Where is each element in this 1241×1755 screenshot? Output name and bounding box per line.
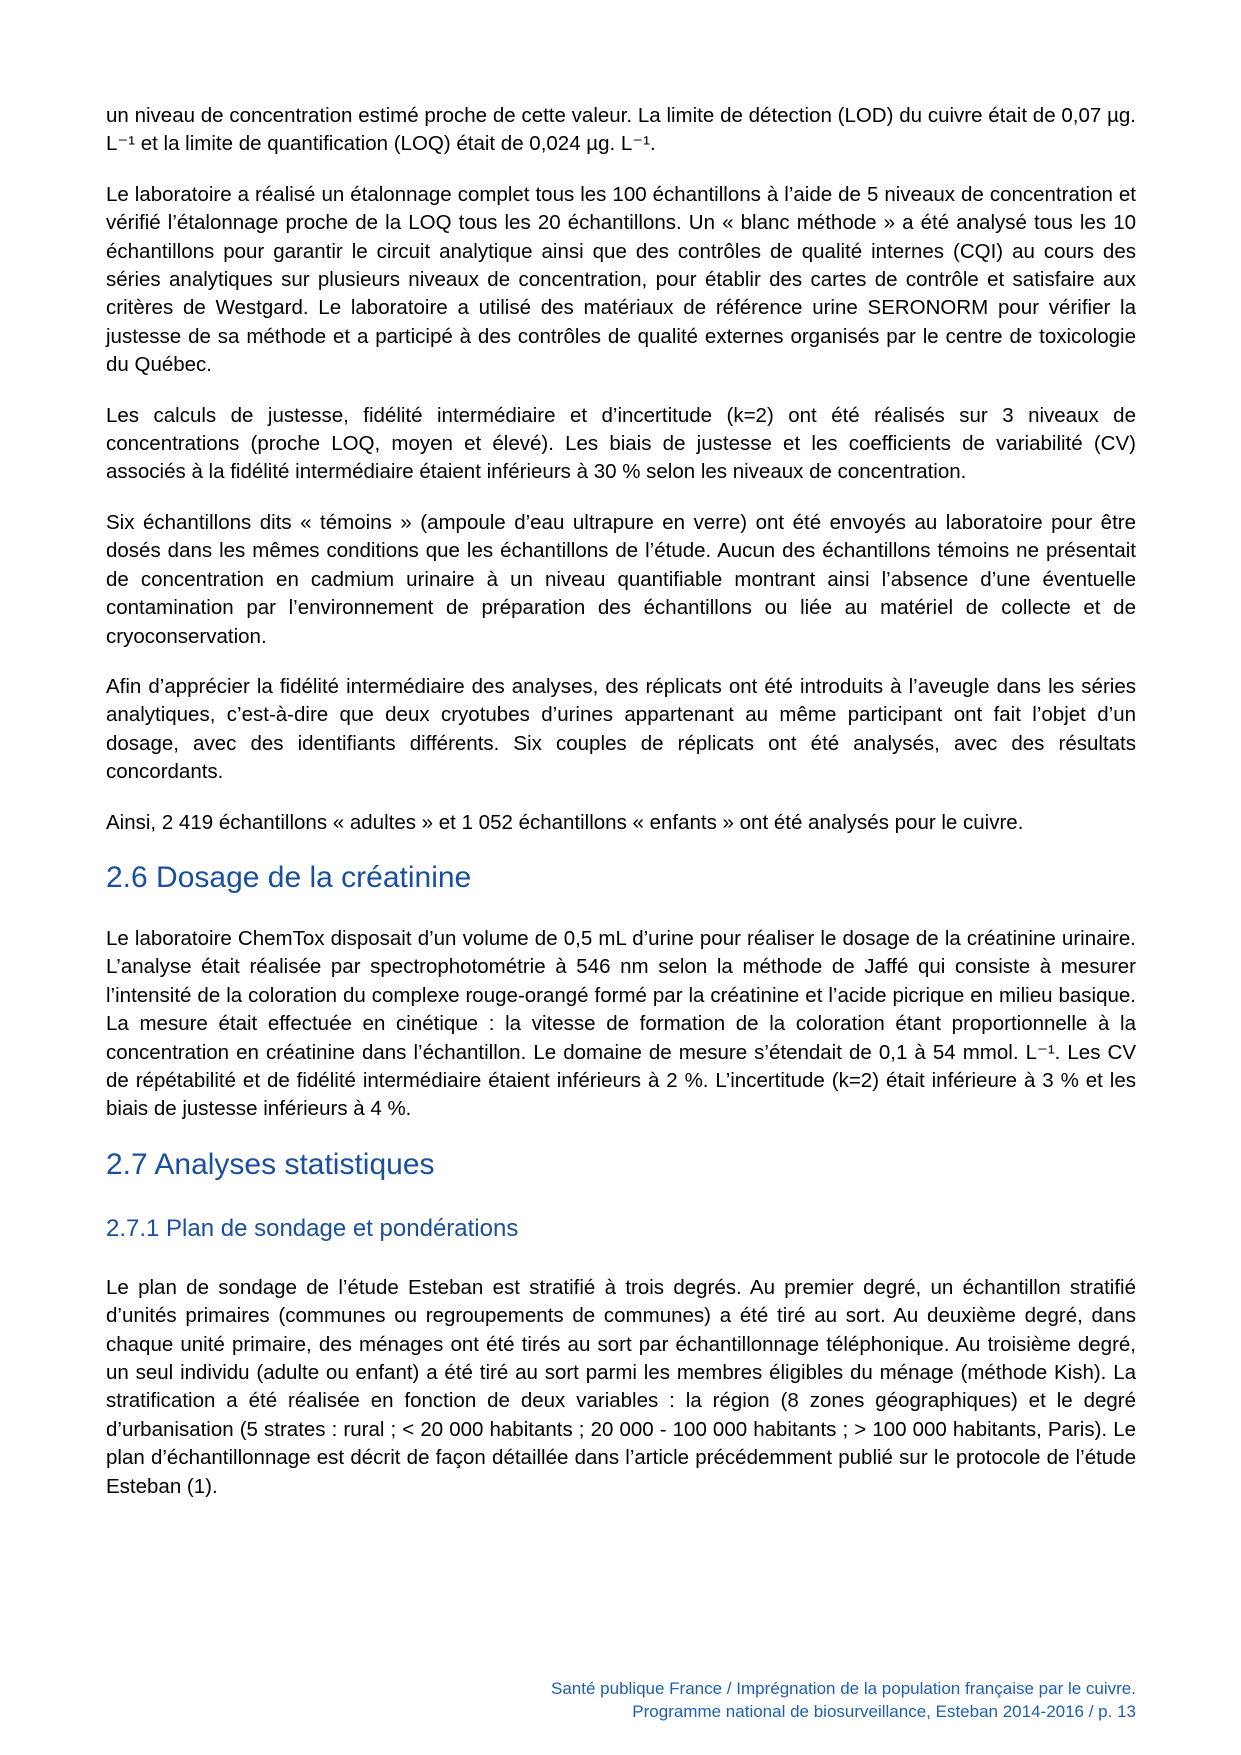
paragraph-temoins: Six échantillons dits « témoins » (ampoule d’eau ultrapure en verre) ont été envoyés au laboratoire pour être dosés dans les mêmes conditions que les échantillons de l’étude. Aucun des échantillons témoins ne présentait de concentration en cadmium urinaire à un niveau quantifiable montrant ainsi l’absence d’une éventuelle contamination par l’environnement de préparation des échantillons ou liée au matériel de collecte et de cryoconservation. — [106, 510, 1136, 648]
paragraph-echantillons-analyses: Ainsi, 2 419 échantillons « adultes » et 1 052 échantillons « enfants » ont été analysés pour le cuivre. — [106, 810, 1024, 834]
section-heading-2-6-dosage-creatinine: 2.6 Dosage de la créatinine — [106, 860, 472, 894]
paragraph-replicats: Afin d’apprécier la fidélité intermédiaire des analyses, des réplicats ont été introduits à l’aveugle dans les séries analytiques, c’est-à-dire que deux cryotubes d’urines appartenant au même participant ont fait l’objet d’un dosage, avec des identifiants différents. Six couples de réplicats ont été analysés, avec des résultats concordants. — [106, 674, 1136, 784]
paragraph-justesse: Les calculs de justesse, fidélité intermédiaire et d’incertitude (k=2) ont été réalisés sur 3 niveaux de concentrations (proche LOQ, moyen et élevé). Les biais de justesse et les coefficients de variabilité (CV) associés à la fidélité intermédiaire étaient inférieurs à 30 % selon les niveaux de concentration. — [106, 403, 1136, 484]
paragraph-creatinine: Le laboratoire ChemTox disposait d’un volume de 0,5 mL d’urine pour réaliser le dosage de la créatinine urinaire. L’analyse était réalisée par spectrophotométrie à 546 nm selon la méthode de Jaffé qui consiste à mesurer l’intensité de la coloration du complexe rouge-orangé formé par la créatinine et l’acide picrique en milieu basique. La mesure était effectuée en cinétique : la vitesse de formation de la coloration étant proportionnelle à la concentration en créatinine dans l’échantillon. Le domaine de mesure s’étendait de 0,1 à 54 mmol. L⁻¹. Les CV de répétabilité et de fidélité intermédiaire étaient inférieurs à 2 %. L’incertitude (k=2) était inférieure à 3 % et les biais de justesse inférieurs à 4 %. — [106, 926, 1136, 1121]
footer-line-1: Santé publique France / Imprégnation de la population française par le cuivre. — [551, 1679, 1136, 1698]
footer-line-2: Programme national de biosurveillance, Esteban 2014-2016 / p. 13 — [632, 1702, 1136, 1721]
page-footer — [551, 1677, 1136, 1723]
section-heading-2-7-analyses-statistiques: 2.7 Analyses statistiques — [106, 1147, 435, 1181]
subsection-heading-2-7-1-plan-sondage: 2.7.1 Plan de sondage et pondérations — [106, 1214, 519, 1242]
paragraph-etalonnage: Le laboratoire a réalisé un étalonnage complet tous les 100 échantillons à l’aide de 5 niveaux de concentration et vérifié l’étalonnage proche de la LOQ tous les 20 échantillons. Un « blanc méthode » a été analysé tous les 10 échantillons pour garantir le circuit analytique ainsi que des contrôles de qualité internes (CQI) au cours des séries analytiques sur plusieurs niveaux de concentration, pour établir des cartes de contrôle et satisfaire aux critères de Westgard. Le laboratoire a utilisé des matériaux de référence urine SERONORM pour vérifier la justesse de sa méthode et a participé à des contrôles de qualité externes organisés par le centre de toxicologie du Québec. — [106, 182, 1136, 377]
page-body — [106, 102, 1136, 1523]
paragraph-plan-sondage: Le plan de sondage de l’étude Esteban est stratifié à trois degrés. Au premier degré, un échantillon stratifié d’unités primaires (communes ou regroupements de communes) a été tiré au sort. Au deuxième degré, dans chaque unité primaire, des ménages ont été tirés au sort par échantillonnage téléphonique. Au troisième degré, un seul individu (adulte ou enfant) a été tiré au sort parmi les membres éligibles du ménage (méthode Kish). La stratification a été réalisée en fonction de deux variables : la région (8 zones géographiques) et le degré d’urbanisation (5 strates : rural ; < 20 000 habitants ; 20 000 - 100 000 habitants ; > 100 000 habitants, Paris). Le plan d’échantillonnage est décrit de façon détaillée dans l’article précédemment publié sur le protocole de l’étude Esteban (1). — [106, 1275, 1136, 1498]
paragraph-lod-loq: un niveau de concentration estimé proche de cette valeur. La limite de détection (LOD) du cuivre était de 0,07 µg. L⁻¹ et la limite de quantification (LOQ) était de 0,024 µg. L⁻¹. — [106, 104, 1136, 156]
